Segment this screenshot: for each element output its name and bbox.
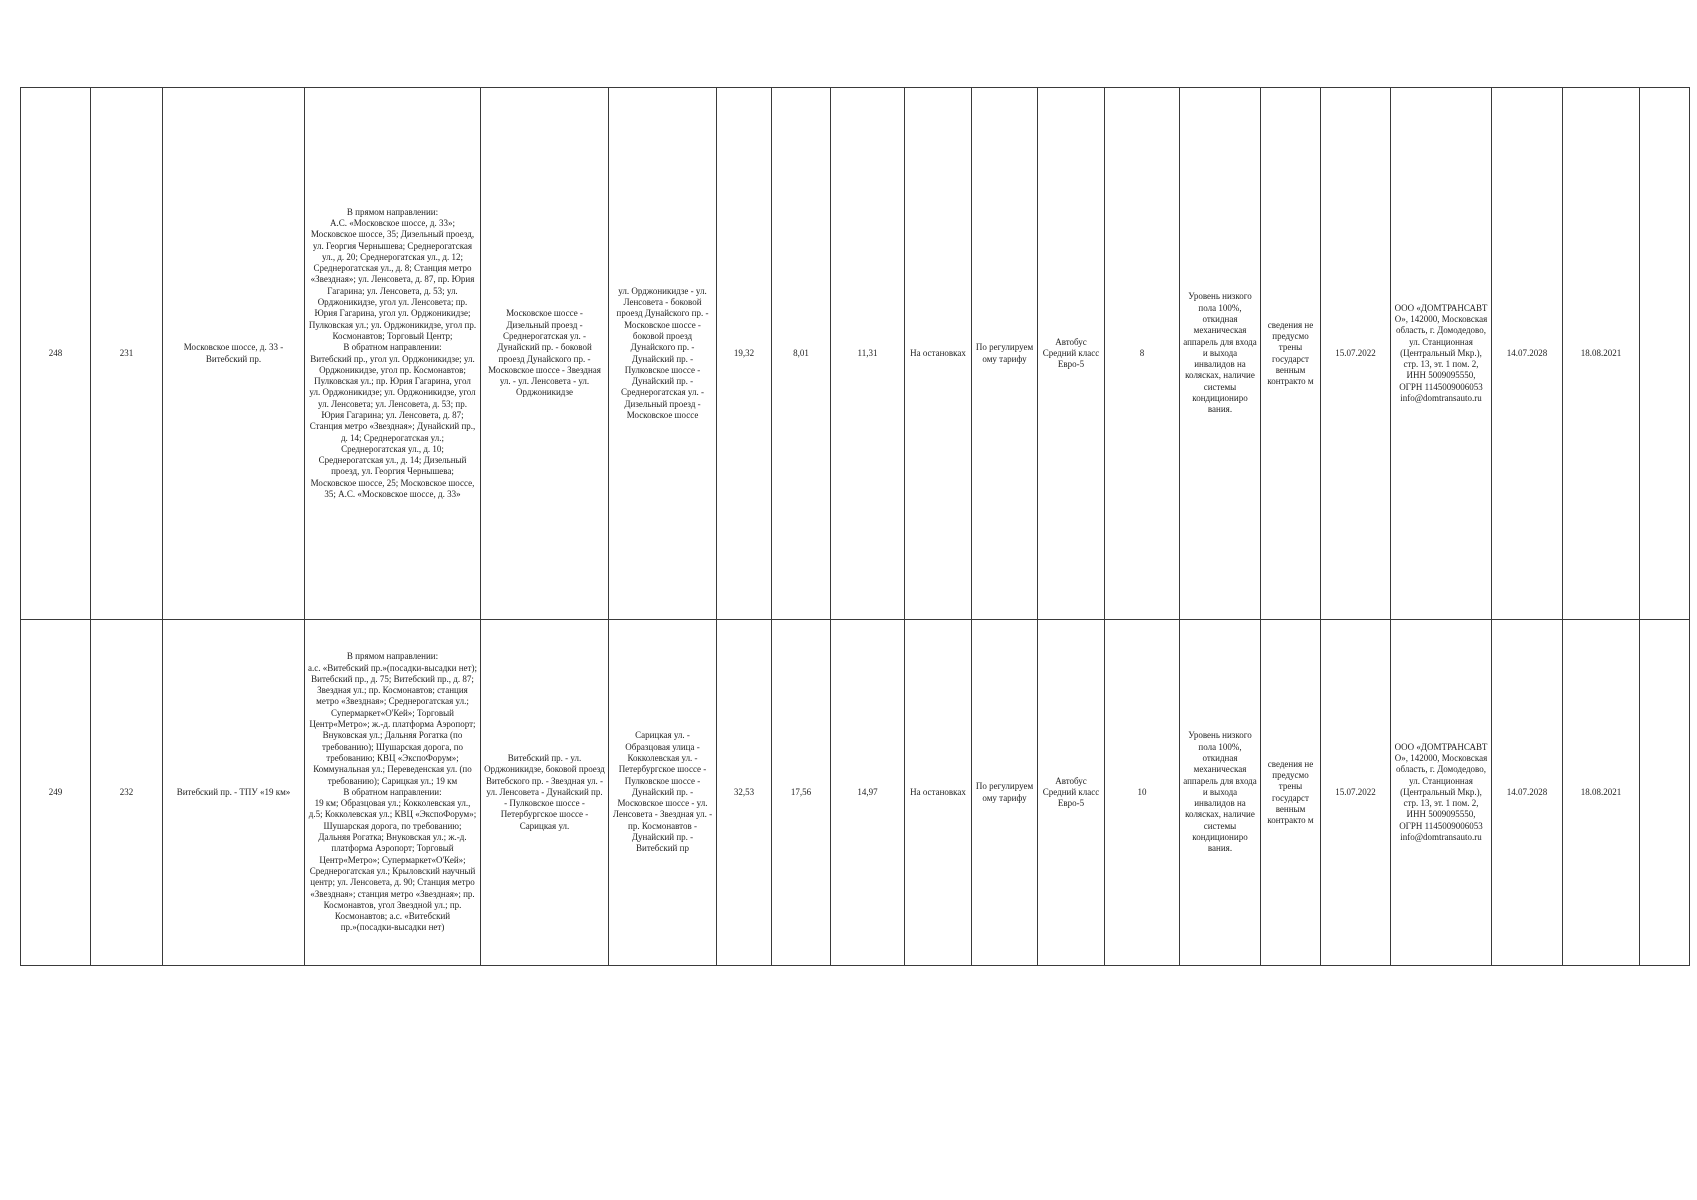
extra-cell: [1640, 620, 1690, 966]
vehicle-type-cell: Автобус Средний класс Евро-5: [1038, 620, 1105, 966]
contract-info-cell: сведения не предусмо трены государст венным контракто м: [1261, 88, 1321, 620]
registration-date-cell: 18.08.2021: [1563, 88, 1640, 620]
registration-number-cell: 249: [21, 620, 91, 966]
service-start-date-cell: 15.07.2022: [1321, 620, 1391, 966]
service-end-date-cell: 14.07.2028: [1492, 88, 1563, 620]
route-number-cell: 232: [91, 620, 163, 966]
extra-cell: [1640, 88, 1690, 620]
route-name-cell: Московское шоссе, д. 33 - Витебский пр.: [163, 88, 305, 620]
vehicle-features-cell: Уровень низкого пола 100%, откидная механическая аппарель для входа и выхода инвалидов на колясках, наличие системы кондициониро вания.: [1180, 88, 1261, 620]
route-length-total-cell: 32,53: [717, 620, 772, 966]
route-length-total-cell: 19,32: [717, 88, 772, 620]
route-length-backward-cell: 11,31: [831, 88, 905, 620]
streets-forward-cell: Московское шоссе - Дизельный проезд - Среднерогатская ул. - Дунайский пр. - боковой проезд Дунайского пр. - Московское шоссе - Звездная ул. - ул. Ленсовета - ул. Орджоникидзе: [481, 88, 609, 620]
table-row: [21, 88, 1690, 620]
boarding-order-cell: На остановках: [905, 620, 972, 966]
stops-list-cell: В прямом направлении: а.с. «Витебский пр.»(посадки-высадки нет); Витебский пр., д. 75; Витебский пр., д. 87; Звездная ул.; пр. Космонавтов; станция метро «Звездная»; Среднерогатская ул.; Супермаркет«О'Кей»; Торговый Центр«Метро»; ж.-д. платформа Аэропорт; Внуковская ул.; Дальняя Рогатка (по требованию); Шушарская дорога, по требованию; КВЦ «ЭкспоФорум»; Коммунальная ул.; Переведенская ул. (по требованию); Сарицкая ул.; 19 км В обратном направлении: 19 км; Образцовая ул.; Кокколевская ул., д.5; Кокколевская ул.; КВЦ «ЭкспоФорум»; Шушарская дорога, по требованию; Дальняя Рогатка; Внуковская ул.; ж.-д. платформа Аэропорт; Торговый Центр«Метро»; Супермаркет«О'Кей»; Среднерогатская ул.; Крыловский научный центр; ул. Ленсовета, д. 90; Станция метро «Звездная»; станция метро «Звездная»; пр. Космонавтов, угол Звездной ул.; пр. Космонавтов; а.с. «Витебский пр.»(посадки-высадки нет): [305, 620, 481, 966]
contract-info-cell: сведения не предусмо трены государст венным контракто м: [1261, 620, 1321, 966]
boarding-order-cell: На остановках: [905, 88, 972, 620]
vehicle-type-cell: Автобус Средний класс Евро-5: [1038, 88, 1105, 620]
route-length-backward-cell: 14,97: [831, 620, 905, 966]
stops-list-cell: В прямом направлении: А.С. «Московское шоссе, д. 33»; Московское шоссе, 35; Дизельный проезд, ул. Георгия Чернышева; Среднерогатская ул., д. 20; Среднерогатская ул., д. 12; Среднерогатская ул., д. 8; Станция метро «Звездная»; ул. Ленсовета, д. 87, пр. Юрия Гагарина; ул. Ленсовета, д. 53; ул. Орджоникидзе, угол ул. Ленсовета; пр. Юрия Гагарина, угол ул. Орджоникидзе; Пулковская ул.; ул. Орджоникидзе, угол пр. Космонавтов; Торговый Центр; В обратном направлении: Витебский пр., угол ул. Орджоникидзе; ул. Орджоникидзе, угол пр. Космонавтов; Пулковская ул.; пр. Юрия Гагарина, угол ул. Орджоникидзе; ул. Орджоникидзе, угол ул. Ленсовета; ул. Ленсовета, д. 53; пр. Юрия Гагарина; ул. Ленсовета, д. 87; Станция метро «Звездная»; Дунайский пр., д. 14; Среднерогатская ул.; Среднерогатская ул., д. 10; Среднерогатская ул., д. 14; Дизельный проезд, ул. Георгия Чернышева; Московское шоссе, 25; Московское шоссе, 35; А.С. «Московское шоссе, д. 33»: [305, 88, 481, 620]
carrier-info-cell: ООО «ДОМТРАНСАВТ О», 142000, Московская область, г. Домодедово, ул. Станционная (Центральный Мкр.), стр. 13, эт. 1 пом. 2, ИНН 5009095550, ОГРН 1145009006053 info@domtransauto.ru: [1391, 620, 1492, 966]
route-length-forward-cell: 8,01: [772, 88, 831, 620]
tariff-type-cell: По регулируем ому тарифу: [972, 620, 1038, 966]
registration-date-cell: 18.08.2021: [1563, 620, 1640, 966]
streets-forward-cell: Витебский пр. - ул. Орджоникидзе, боковой проезд Витебского пр. - Звездная ул. - ул. Ленсовета - Дунайский пр. - Пулковское шоссе - Петербургское шоссе - Сарицкая ул.: [481, 620, 609, 966]
route-registry-table: [20, 87, 1690, 966]
streets-backward-cell: ул. Орджоникидзе - ул. Ленсовета - боковой проезд Дунайского пр. - Московское шоссе - боковой проезд Дунайского пр. - Дунайский пр. - Пулковское шоссе - Дунайский пр. - Среднерогатская ул. - Дизельный проезд - Московское шоссе: [609, 88, 717, 620]
service-start-date-cell: 15.07.2022: [1321, 88, 1391, 620]
table-row: [21, 620, 1690, 966]
registry-sheet: [20, 87, 1689, 966]
tariff-type-cell: По регулируем ому тарифу: [972, 88, 1038, 620]
carrier-info-cell: ООО «ДОМТРАНСАВТ О», 142000, Московская область, г. Домодедово, ул. Станционная (Центральный Мкр.), стр. 13, эт. 1 пом. 2, ИНН 5009095550, ОГРН 1145009006053 info@domtransauto.ru: [1391, 88, 1492, 620]
registration-number-cell: 248: [21, 88, 91, 620]
route-name-cell: Витебский пр. - ТПУ «19 км»: [163, 620, 305, 966]
route-length-forward-cell: 17,56: [772, 620, 831, 966]
service-end-date-cell: 14.07.2028: [1492, 620, 1563, 966]
route-number-cell: 231: [91, 88, 163, 620]
streets-backward-cell: Сарицкая ул. - Образцовая улица - Кокколевская ул. - Петербургское шоссе - Пулковское шоссе - Дунайский пр. - Московское шоссе - ул. Ленсовета - Звездная ул. - пр. Космонавтов - Дунайский пр. - Витебский пр: [609, 620, 717, 966]
vehicle-features-cell: Уровень низкого пола 100%, откидная механическая аппарель для входа и выхода инвалидов на колясках, наличие системы кондициониро вания.: [1180, 620, 1261, 966]
vehicle-count-cell: 8: [1105, 88, 1180, 620]
vehicle-count-cell: 10: [1105, 620, 1180, 966]
